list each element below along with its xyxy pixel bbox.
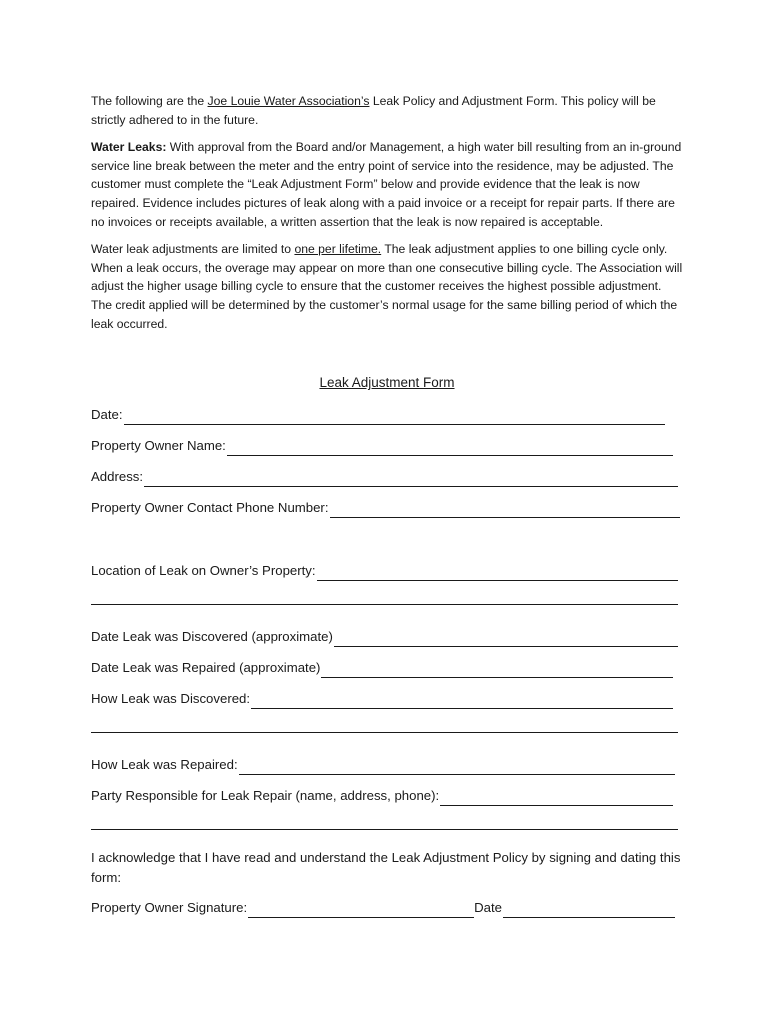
location-row	[91, 561, 683, 581]
location-field-continued[interactable]	[91, 603, 678, 605]
address-row	[91, 467, 683, 487]
location-label: Location of Leak on Owner’s Property:	[91, 563, 316, 579]
date-repaired-field[interactable]	[321, 662, 673, 678]
date-row	[91, 405, 683, 425]
limits-emphasis: one per lifetime.	[294, 242, 382, 257]
intro-paragraph	[91, 92, 683, 129]
signature-label: Property Owner Signature:	[91, 900, 248, 916]
limits-prefix: Water leak adjustments are limited to	[91, 242, 295, 257]
date-label: Date:	[91, 407, 123, 423]
intro-suffix: Leak Policy and Adjustment Form. This policy will be strictly adhered to in the future.	[91, 94, 656, 127]
policy-document	[91, 92, 683, 929]
water-leaks-paragraph	[91, 138, 683, 231]
owner-name-label: Property Owner Name:	[91, 438, 226, 454]
responsible-field[interactable]	[440, 790, 673, 806]
date-discovered-label: Date Leak was Discovered (approximate)	[91, 629, 333, 645]
responsible-row	[91, 786, 683, 806]
intro-prefix: The following are the	[91, 94, 208, 108]
signature-date-label: Date	[474, 900, 502, 916]
date-discovered-field[interactable]	[334, 631, 678, 647]
how-repaired-row	[91, 755, 683, 775]
how-repaired-label: How Leak was Repaired:	[91, 757, 238, 773]
date-field[interactable]	[124, 409, 665, 425]
signature-field[interactable]	[248, 902, 474, 918]
date-repaired-row	[91, 658, 683, 678]
leak-adjustment-form	[91, 405, 683, 918]
water-leaks-body: With approval from the Board and/or Management, a high water bill resulting from an in-ground service line break between the meter and the entry point of service into the residence, may be adjusted. The customer must complete the “Leak Adjustment Form” below and provide evidence that the leak is now repaired. Evidence includes pictures of leak along with a paid invoice or a receipt for repair parts. If there are no invoices or receipts available, a written assertion that the leak is now repaired is acceptable.	[91, 140, 682, 229]
responsible-field-continued[interactable]	[91, 828, 678, 830]
date-discovered-row	[91, 627, 683, 647]
water-leaks-heading: Water Leaks:	[91, 140, 167, 155]
address-label: Address:	[91, 469, 144, 485]
limits-suffix: The leak adjustment applies to one billing cycle only. When a leak occurs, the overage may appear on more than one consecutive billing cycle. The Association will adjust the higher usage billing cycle to ensure that the customer receives the highest possible adjustment. The credit applied will be determined by the customer’s normal usage for the same billing period of which the leak occurred.	[91, 242, 683, 331]
how-repaired-field[interactable]	[239, 759, 675, 775]
acknowledgement-text: I acknowledge that I have read and understand the Leak Adjustment Policy by signing and dating this form:	[91, 849, 681, 885]
signature-date-field[interactable]	[503, 902, 675, 918]
how-discovered-field[interactable]	[251, 693, 673, 709]
owner-name-field[interactable]	[227, 440, 673, 456]
phone-row	[91, 498, 683, 518]
phone-label: Property Owner Contact Phone Number:	[91, 500, 329, 516]
address-field[interactable]	[144, 471, 678, 487]
limits-paragraph	[91, 240, 683, 333]
association-name: Joe Louie Water Association’s	[207, 94, 370, 108]
how-discovered-row	[91, 689, 683, 709]
responsible-label: Party Responsible for Leak Repair (name, address, phone):	[91, 788, 440, 804]
phone-field[interactable]	[330, 502, 681, 518]
how-discovered-field-continued[interactable]	[91, 731, 678, 733]
location-field[interactable]	[317, 565, 678, 581]
how-discovered-label: How Leak was Discovered:	[91, 691, 251, 707]
owner-name-row	[91, 436, 683, 456]
signature-row	[91, 898, 683, 918]
date-repaired-label: Date Leak was Repaired (approximate)	[91, 660, 321, 676]
form-title: Leak Adjustment Form	[319, 375, 455, 391]
